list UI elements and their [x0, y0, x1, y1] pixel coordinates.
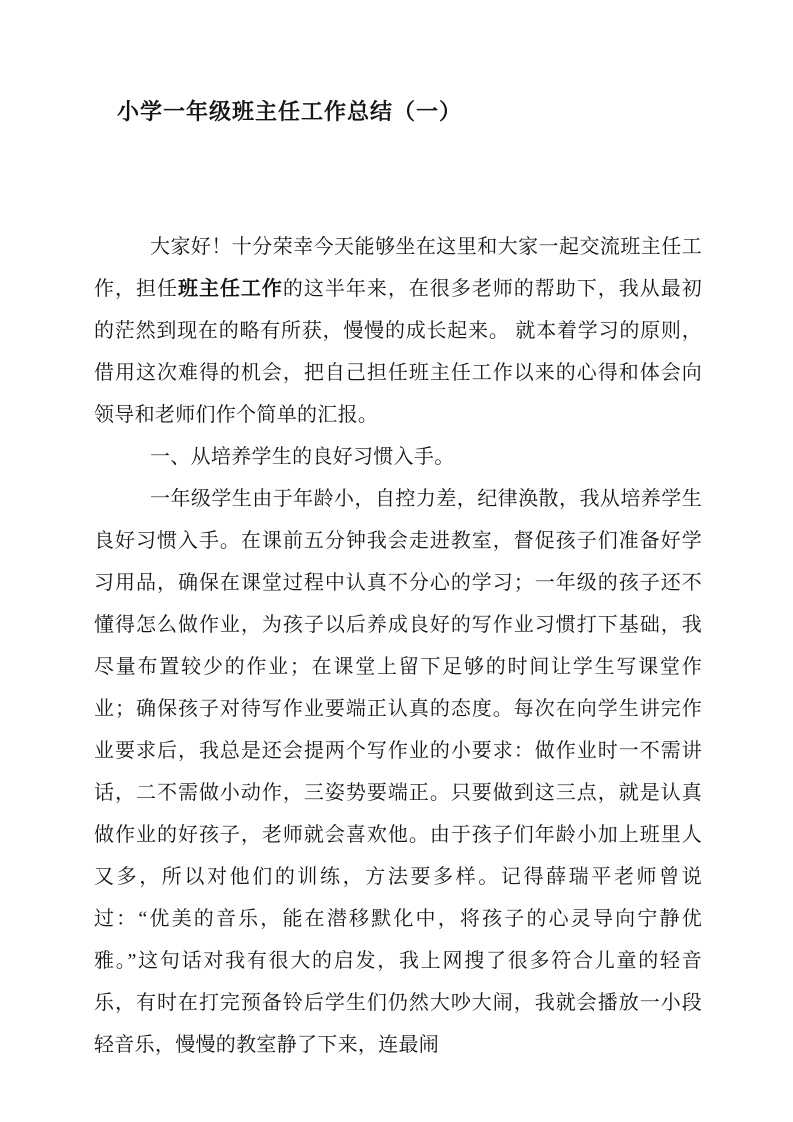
paragraph-section1-body: 一年级学生由于年龄小，自控力差，纪律涣散，我从培养学生良好习惯入手。在课前五分钟我会走进教室，督促孩子们准备好学习用品，确保在课堂过程中认真不分心的学习；一年级的孩子还不懂得怎么做作业，为孩子以后养成良好的写作业习惯打下基础，我尽量布置较少的作业；在课堂上留下足够的时间让学生写课堂作业；确保孩子对待写作业要端正认真的态度。每次在向学生讲完作业要求后，我总是还会提两个写作业的小要求：做作业时一不需讲话，二不需做小动作，三姿势要端正。只要做到这三点，就是认真做作业的好孩子，老师就会喜欢他。由于孩子们年龄小加上班里人又多，所以对他们的训练，方法要多样。记得薛瑞平老师曾说过：“优美的音乐，能在潜移默化中，将孩子的心灵导向宁静优雅。”这句话对我有很大的启发，我上网搜了很多符合儿童的轻音乐，有时在打完预备铃后学生们仍然大吵大闹，我就会播放一小段轻音乐，慢慢的教室静了下来，连最闹 [94, 488, 702, 1056]
intro-text-post: 的这半年来，在很多老师的帮助下，我从最初的茫然到现在的略有所获，慢慢的成长起来。 就本着学习的原则，借用这次难得的机会，把自己担任班主任工作以来的心得和体会向领导和老师们作个简单的汇报。 [94, 278, 703, 426]
section-heading: 一、从培养学生的良好习惯入手。 [150, 446, 455, 468]
paragraph-intro [94, 226, 702, 436]
document-title: 小学一年级班主任工作总结（一） [117, 99, 463, 124]
intro-text-pre: 大家好！十分荣幸今天能够坐在这里和大家一起交流班主任工作，担任 [94, 236, 702, 300]
intro-text-bold: 班主任工作 [177, 278, 283, 300]
